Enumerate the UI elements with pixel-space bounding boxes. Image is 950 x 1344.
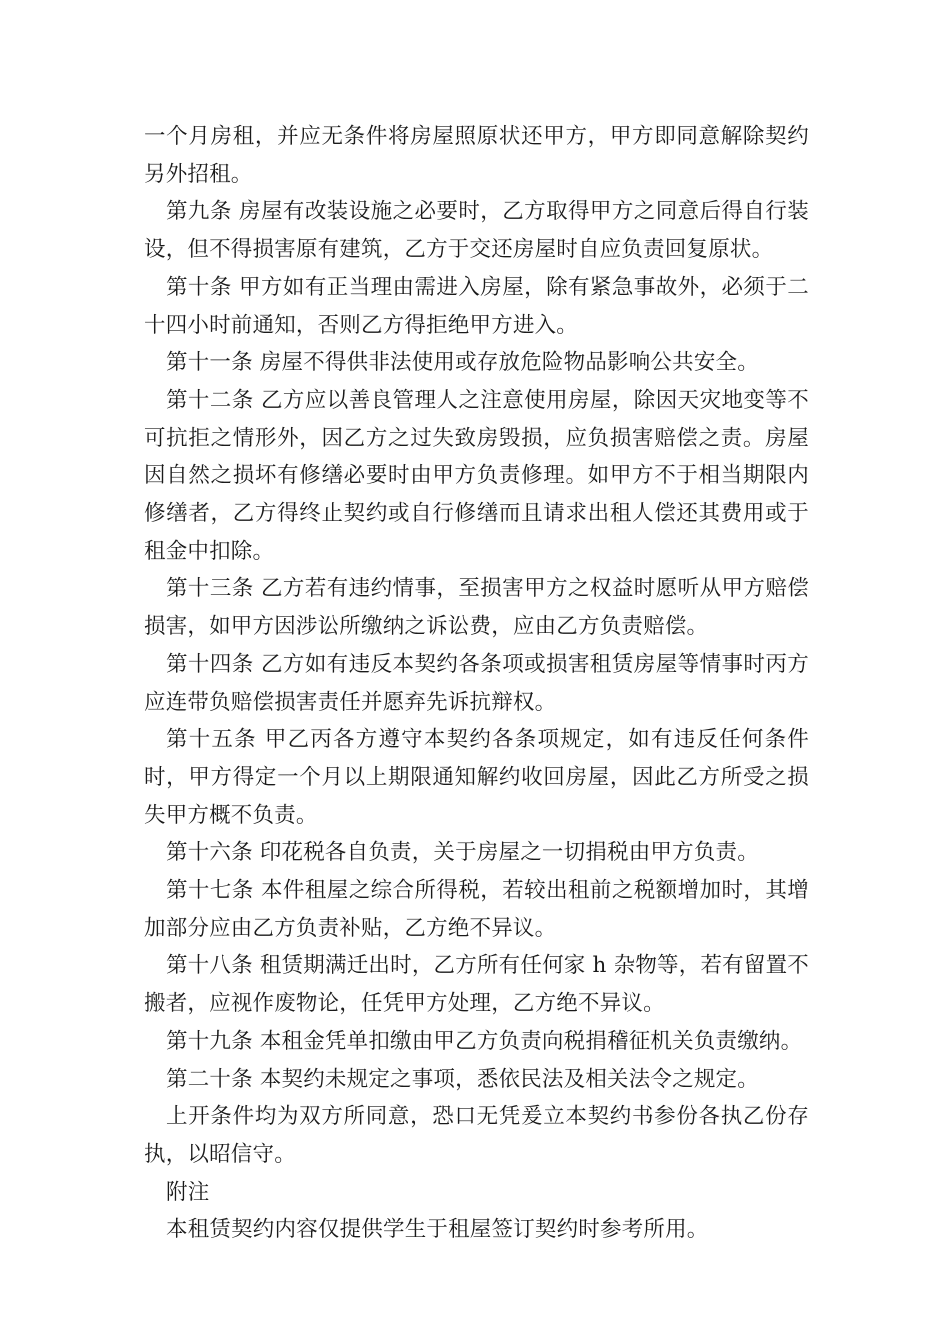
article-17: 第十七条 本件租屋之综合所得税，若较出租前之税额增加时，其增加部分应由乙方负责补贴，乙方绝不异议。 [144, 878, 809, 941]
article-16: 第十六条 印花税各自负责，关于房屋之一切捐税由甲方负责。 [166, 840, 759, 866]
article-15: 第十五条 甲乙丙各方遵守本契约各条项规定，如有违反任何条件时，甲方得定一个月以上期限通知解约收回房屋，因此乙方所受之损失甲方概不负责。 [144, 727, 809, 828]
article-12: 第十二条 乙方应以善良管理人之注意使用房屋，除因天灾地变等不可抗拒之情形外，因乙方之过失致房毁损，应负损害赔偿之责。房屋因自然之损坏有修缮必要时由甲方负责修理。如甲方不于相当期限内修缮者，乙方得终止契约或自行修缮而且请求出租人偿还其费用或于租金中扣除。 [144, 387, 809, 564]
article-11: 第十一条 房屋不得供非法使用或存放危险物品影响公共安全。 [166, 350, 759, 376]
article-14: 第十四条 乙方如有违反本契约各条项或损害租赁房屋等情事时丙方应连带负赔偿损害责任并愿弃先诉抗辩权。 [144, 651, 809, 715]
paragraph-continuation: 一个月房租，并应无条件将房屋照原状还甲方，甲方即同意解除契约另外招租。 [144, 124, 809, 187]
article-10: 第十条 甲方如有正当理由需进入房屋，除有紧急事故外，必须于二十四小时前通知，否则乙方得拒绝甲方进入。 [144, 274, 809, 338]
note-text: 本租赁契约内容仅提供学生于租屋签订契约时参考所用。 [166, 1217, 709, 1243]
article-9: 第九条 房屋有改装设施之必要时，乙方取得甲方之同意后得自行装设，但不得损害原有建筑，乙方于交还房屋时自应负责回复原状。 [144, 199, 809, 263]
article-18: 第十八条 租赁期满迁出时，乙方所有任何家 h 杂物等，若有留置不搬者，应视作废物论，任凭甲方处理，乙方绝不异议。 [144, 953, 809, 1017]
article-13: 第十三条 乙方若有违约情事，至损害甲方之权益时愿听从甲方赔偿损害，如甲方因涉讼所缴纳之诉讼费，应由乙方负责赔偿。 [144, 576, 809, 640]
article-20: 第二十条 本契约未规定之事项，悉依民法及相关法令之规定。 [166, 1066, 759, 1092]
closing-statement: 上开条件均为双方所同意，恐口无凭爰立本契约书参份各执乙份存执，以昭信守。 [144, 1104, 809, 1167]
document-body [144, 118, 809, 1249]
article-19: 第十九条 本租金凭单扣缴由甲乙方负责向税捐稽征机关负责缴纳。 [166, 1028, 803, 1054]
note-heading: 附注 [166, 1179, 210, 1205]
